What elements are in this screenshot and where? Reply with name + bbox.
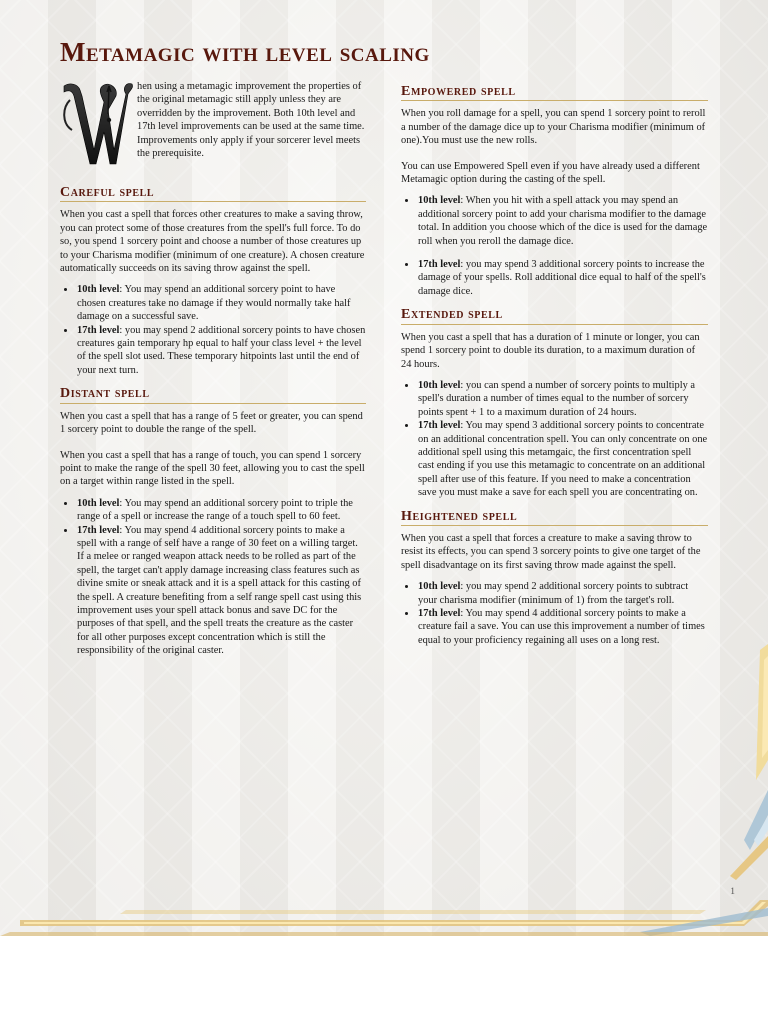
empowered-spell-list (401, 194, 708, 298)
list-item-text: : you may spend 2 additional sorcery points to have chosen creatures gain temporary hp equal to half your class level + the level of the spell slot used. These temporary hitpoints last until the end of your next turn. (77, 324, 366, 376)
heightened-spell-paragraph: When you cast a spell that forces a creature to make a saving throw to resist its effects, you can spend 3 sorcery points to give one target of the spell disadvantage on its first saving throw made against the spell. (401, 532, 701, 571)
list-item (76, 524, 366, 658)
list-item (417, 194, 708, 248)
corner-ornament-icon (700, 640, 768, 880)
level-label: 10th level (77, 497, 120, 509)
level-label: 17th level (418, 420, 461, 432)
list-item-text: : you can spend a number of sorcery points to multiply a spell's duration a number of times equal to the number of sorcery points spent + 1 to a maximum duration of 24 hours. (418, 379, 696, 418)
footer-ornament-icon (0, 880, 768, 936)
left-column (60, 80, 366, 666)
list-item-text: : you may spend 2 additional sorcery points to subtract your charisma modifier (minimum of 1) from the target's roll. (418, 581, 689, 606)
empowered-spell-heading: Empowered spell (401, 85, 708, 101)
intro-text: hen using a metamagic improvement the properties of the original metamagic still apply unless they are overridden by the improvement. Both 10th level and 17th level improvements can be used at the same time. Improvements only apply if your sorcerer level meets the prerequisite. (137, 81, 365, 160)
level-label: 10th level (418, 379, 461, 391)
list-item (76, 283, 366, 323)
list-item (417, 580, 708, 607)
intro-paragraph (60, 80, 366, 176)
distant-spell-paragraph-1: When you cast a spell that has a range of 5 feet or greater, you can spend 1 sorcery point to double the range of the spell. (60, 410, 363, 436)
list-item-text: : You may spend 4 additional sorcery points to make a creature fail a save. You can use this improvement a number of times equal to your proficiency regaining all uses on a long rest. (418, 608, 705, 646)
level-label: 10th level (418, 195, 461, 207)
list-item (417, 379, 708, 419)
list-item-text: : When you hit with a spell attack you may spend an additional sorcery point to add your charisma modifier to the damage total. In addition you choose which of the dice is used for the damage roll when you reroll the damage dice. (418, 195, 708, 247)
extended-spell-heading: Extended spell (401, 308, 708, 324)
empowered-spell-paragraph-1: When you roll damage for a spell, you can spend 1 sorcery point to reroll a number of the damage dice up to your Charisma modifier (minimum of one).You must use the new rolls. (401, 108, 706, 147)
list-item (417, 607, 708, 647)
extended-spell-paragraph: When you cast a spell that has a duration of 1 minute or longer, you can spend 1 sorcery point to double its duration, to a maximum duration of 24 hours. (401, 331, 700, 370)
level-label: 17th level (77, 324, 120, 336)
list-item-text: : You may spend 4 additional sorcery points to make a spell with a range of self have a range of 30 feet on a willing target. If a melee or ranged weapon attack needs to be rolled as part of the spell, the target can't apply damage increasing class features such as divine smite or sneak attack and it is a spell attack for this casting of the spell. A creature benefiting from a self range spell cast using this improvement uses your spell attack bonus and save DC for the purposes of that spell, and the spell treats the creature as the caster for all other purposes except concentration which is still the responsibility of the original caster. (77, 524, 362, 657)
distant-spell-list (60, 497, 366, 658)
page-title: Metamagic with level scaling (60, 37, 430, 67)
right-column (401, 85, 708, 655)
list-item-text: : you may spend 3 additional sorcery points to increase the damage of your spells. Roll additional dice equal to half of the spell's damage dice. (418, 259, 706, 297)
list-item (76, 497, 366, 524)
level-label: 10th level (77, 284, 120, 296)
careful-spell-heading: Careful spell (60, 186, 366, 202)
heightened-spell-list (401, 580, 708, 647)
heightened-spell-heading: Heightened spell (401, 510, 708, 526)
list-item-text: : You may spend an additional sorcery point to triple the range of a spell or increase the range of a touch spell to 60 feet. (77, 497, 353, 523)
level-label: 17th level (418, 259, 461, 271)
list-item (76, 324, 366, 378)
extended-spell-list (401, 379, 708, 500)
distant-spell-heading: Distant spell (60, 387, 366, 403)
careful-spell-list (60, 283, 366, 377)
empowered-spell-paragraph-2: You can use Empowered Spell even if you have already used a different Metamagic option during the casting of the spell. (401, 160, 700, 186)
level-label: 17th level (77, 524, 120, 536)
level-label: 17th level (418, 608, 461, 619)
careful-spell-paragraph: When you cast a spell that forces other creatures to make a saving throw, you can protect some of those creatures from the spell's full force. To do so, you spend 1 sorcery point and choose a number of those creatures up to your Charisma modifier (minimum of one creature). A chosen creature automatically succeeds on its saving throw against the spell. (60, 209, 365, 275)
below-page-area (0, 936, 768, 1024)
page-number: 1 (730, 887, 735, 897)
level-label: 10th level (418, 581, 461, 593)
list-item (417, 419, 708, 499)
distant-spell-paragraph-2: When you cast a spell that has a range of touch, you can spend 1 sorcery point to make the range of the spell 30 feet, allowing you to cast the spell on a target within range listed in the spell. (60, 449, 365, 488)
list-item-text: : You may spend 3 additional sorcery points to concentrate on an additional concentration spell. You can only concentrate on one additional spell using this metamgaic, the first concentration spell cast ending if you use this metamagic to concentrate on an additional spell after use of this feature. If you need to make a concentration save you must make a save for each spell you are concentrating on. (418, 420, 708, 499)
list-item (417, 258, 708, 298)
list-item-text: : You may spend an additional sorcery point to have chosen creatures take no damage if they would normally take half damage on a successful save. (77, 284, 351, 323)
drop-cap-icon (60, 80, 136, 166)
